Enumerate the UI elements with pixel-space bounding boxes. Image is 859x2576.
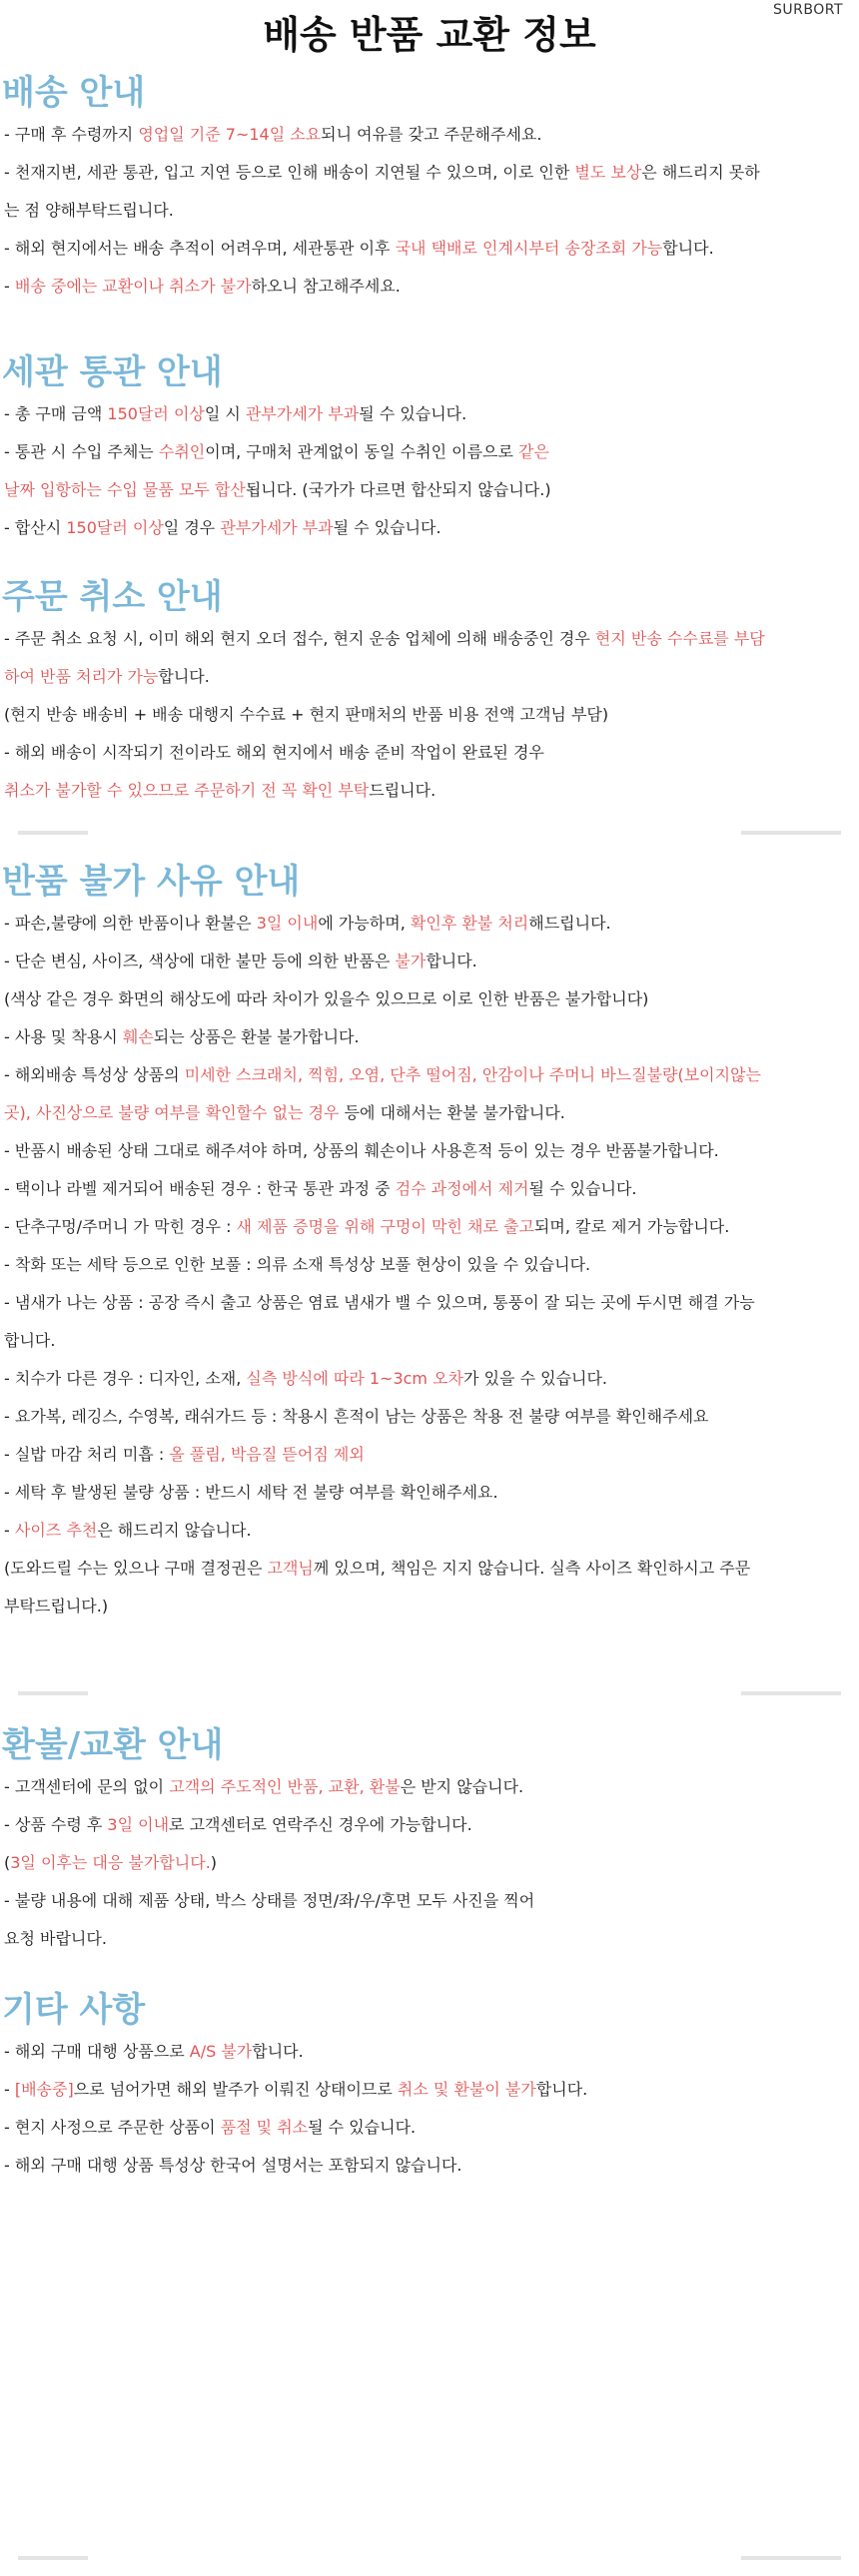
body-text: 합니다.: [158, 667, 210, 686]
body-text: 되니 여유를 갖고 주문해주세요.: [321, 125, 542, 144]
body-text: -: [4, 1521, 15, 1540]
body-text: 될 수 있습니다.: [333, 518, 441, 537]
info-line: [2, 2109, 857, 2147]
highlight-text: A/S 불가: [189, 2042, 253, 2061]
body-text: 되는 상품은 환불 불가합니다.: [153, 1027, 360, 1046]
body-text: - 파손,불량에 의한 반품이나 환불은: [4, 914, 257, 933]
highlight-text: 검수 과정에서 제거: [395, 1179, 529, 1198]
body-text: 합니다.: [252, 2042, 304, 2061]
section-heading: 주문 취소 안내: [2, 577, 223, 617]
info-line: [2, 154, 857, 192]
highlight-text: 고객님: [267, 1559, 314, 1578]
watermark-left: [18, 2556, 88, 2560]
watermark-strip: [0, 2552, 859, 2574]
body-text: 부탁드립니다.): [4, 1597, 109, 1615]
body-text: - 합산시: [4, 518, 67, 537]
body-text: (도와드릴 수는 있으나 구매 결정권은: [4, 1559, 268, 1578]
body-text: 가 있을 수 있습니다.: [463, 1369, 608, 1388]
highlight-text: 품절 및 취소: [220, 2118, 309, 2137]
section-shipping: [0, 70, 859, 306]
body-text: - 단순 변심, 사이즈, 색상에 대한 불만 등에 의한 반품은: [4, 952, 396, 970]
body-text: 될 수 있습니다.: [528, 1179, 637, 1198]
body-text: 로 고객센터로 연락주신 경우에 가능합니다.: [169, 1815, 472, 1834]
info-line: [2, 734, 857, 772]
body-text: 에 가능하며,: [318, 914, 411, 933]
highlight-text: 취소 및 환불이 불가: [397, 2080, 536, 2099]
body-text: - 단추구멍/주머니 가 막힌 경우 :: [4, 1217, 237, 1236]
info-line: [2, 1806, 857, 1844]
watermark-right: [741, 831, 841, 835]
info-line: [2, 1768, 857, 1806]
body-text: 은 해드리지 않습니다.: [97, 1521, 252, 1540]
section-customs: [0, 349, 859, 547]
body-text: -: [4, 277, 15, 296]
body-text: 하오니 참고해주세요.: [251, 277, 401, 296]
highlight-text: 3일 이내: [107, 1815, 170, 1834]
body-text: (색상 같은 경우 화면의 해상도에 따라 차이가 있을수 있으므로 이로 인한 반품은 불가합니다): [4, 989, 649, 1008]
highlight-text: 150달러 이상: [107, 404, 205, 423]
highlight-text: 미세한 스크래치, 찍힘, 오염, 단추 떨어짐, 안감이나 주머니 바느질불량(보이지않는: [184, 1065, 762, 1084]
info-line: [2, 433, 857, 471]
info-line: [2, 1844, 857, 1882]
info-line: [2, 980, 857, 1018]
section-heading: 반품 불가 사유 안내: [2, 862, 301, 902]
highlight-text: 불가: [395, 952, 427, 970]
info-line: [2, 1208, 857, 1246]
body-text: 께 있으며, 책임은 지지 않습니다. 실측 사이즈 확인하시고 주문: [313, 1559, 751, 1578]
info-line: [2, 905, 857, 943]
body-text: - 천재지변, 세관 통관, 입고 지연 등으로 인해 배송이 지연될 수 있으며, 이로 인한: [4, 163, 575, 182]
body-text: -: [4, 2080, 15, 2099]
info-line: [2, 268, 857, 306]
info-line: [2, 509, 857, 547]
body-text: - 상품 수령 후: [4, 1815, 108, 1834]
highlight-text: 150달러 이상: [66, 518, 164, 537]
highlight-text: 현지 반송 수수료를 부담: [594, 629, 765, 648]
info-line: [2, 2033, 857, 2071]
highlight-text: 3일 이내: [256, 914, 319, 933]
highlight-text: 국내 택배로 인계시부터 송장조회 가능: [395, 239, 663, 258]
highlight-text: 별도 보상: [574, 163, 642, 182]
body-text: - 해외 구매 대행 상품 특성상 한국어 설명서는 포함되지 않습니다.: [4, 2156, 462, 2175]
info-line: [2, 395, 857, 433]
info-line: [2, 1398, 857, 1436]
body-text: - 해외 배송이 시작되기 전이라도 해외 현지에서 배송 준비 작업이 완료된 경우: [4, 743, 544, 762]
info-line: [2, 1882, 857, 1920]
section-refund-exchange: [0, 1722, 859, 1958]
watermark-left: [18, 1691, 88, 1695]
section-heading: 세관 통관 안내: [2, 352, 223, 392]
info-line: [2, 1322, 857, 1360]
info-line: [2, 696, 857, 734]
highlight-text: 훼손: [122, 1027, 154, 1046]
info-line: [2, 116, 857, 154]
watermark-left: [18, 831, 88, 835]
highlight-text: 하여 반품 처리가 가능: [4, 667, 159, 686]
highlight-text: 관부가세가 부과: [245, 404, 360, 423]
body-text: - 주문 취소 요청 시, 이미 해외 현지 오더 접수, 현지 운송 업체에 의해 배송중인 경우: [4, 629, 595, 648]
info-line: [2, 1512, 857, 1550]
section-return-restrictions: [0, 859, 859, 1625]
body-text: - 고객센터에 문의 없이: [4, 1777, 170, 1796]
body-text: 됩니다. (국가가 다르면 합산되지 않습니다.): [245, 480, 551, 499]
highlight-text: 곳), 사진상으로 불량 여부를 확인할수 없는 경우: [4, 1103, 340, 1122]
highlight-text: 확인후 환불 처리: [410, 914, 529, 933]
body-text: 일 시: [204, 404, 246, 423]
body-text: 합니다.: [535, 2080, 588, 2099]
info-line: [2, 192, 857, 230]
highlight-text: 취소가 불가할 수 있으므로 주문하기 전 꼭 확인 부탁: [4, 781, 370, 800]
body-text: 될 수 있습니다.: [359, 404, 467, 423]
highlight-text: 같은: [518, 442, 549, 461]
info-line: [2, 1920, 857, 1958]
body-text: 일 경우: [163, 518, 221, 537]
highlight-text: 날짜 입항하는 수입 물품 모두 합산: [4, 480, 246, 499]
highlight-text: 고객의 주도적인 반품, 교환, 환불: [169, 1777, 401, 1796]
body-text: 되며, 칼로 제거 가능합니다.: [533, 1217, 730, 1236]
body-text: 은 받지 않습니다.: [400, 1777, 524, 1796]
section-heading: 기타 사항: [2, 1990, 146, 2030]
section-cancel: [0, 574, 859, 810]
body-text: 될 수 있습니다.: [308, 2118, 417, 2137]
body-text: - 해외 구매 대행 상품으로: [4, 2042, 190, 2061]
section-heading: 배송 안내: [2, 73, 146, 113]
info-line: [2, 620, 857, 658]
info-line: [2, 1018, 857, 1056]
body-text: (: [4, 1853, 11, 1872]
body-text: - 세탁 후 발생된 불량 상품 : 반드시 세탁 전 불량 여부를 확인해주세요.: [4, 1483, 498, 1502]
section-heading: 환불/교환 안내: [2, 1725, 224, 1765]
info-line: [2, 1550, 857, 1588]
body-text: 요청 바랍니다.: [4, 1929, 107, 1948]
info-line: [2, 943, 857, 980]
body-text: - 현지 사정으로 주문한 상품이: [4, 2118, 221, 2137]
watermark-strip: [0, 827, 859, 849]
info-line: [2, 1094, 857, 1132]
highlight-text: 관부가세가 부과: [220, 518, 334, 537]
body-text: - 사용 및 착용시: [4, 1027, 123, 1046]
body-text: - 구매 후 수령까지: [4, 125, 139, 144]
body-text: 해드립니다.: [528, 914, 611, 933]
body-text: - 택이나 라벨 제거되어 배송된 경우 : 한국 통관 과정 중: [4, 1179, 396, 1198]
highlight-text: 사이즈 추천: [14, 1521, 98, 1540]
highlight-text: 배송 중에는 교환이나 취소가 불가: [14, 277, 252, 296]
body-text: - 해외배송 특성상 상품의: [4, 1065, 185, 1084]
info-line: [2, 1474, 857, 1512]
highlight-text: 수취인: [158, 442, 206, 461]
info-line: [2, 1056, 857, 1094]
body-text: 드립니다.: [369, 781, 436, 800]
body-text: ): [210, 1853, 218, 1872]
info-line: [2, 1588, 857, 1625]
body-text: - 총 구매 금액: [4, 404, 108, 423]
body-text: - 통관 시 수입 주체는: [4, 442, 159, 461]
watermark-right: [741, 2556, 841, 2560]
body-text: - 착화 또는 세탁 등으로 인한 보풀 : 의류 소재 특성상 보풀 현상이 있을 수 있습니다.: [4, 1255, 591, 1274]
brand-label: SURBORT: [773, 2, 843, 18]
body-text: - 해외 현지에서는 배송 추적이 어려우며, 세관통관 이후: [4, 239, 396, 258]
watermark-strip: [0, 1687, 859, 1709]
body-text: 는 점 양해부탁드립니다.: [4, 201, 174, 220]
body-text: 은 해드리지 못하: [641, 163, 760, 182]
page-title: 배송 반품 교환 정보: [263, 13, 596, 57]
body-text: 등에 대해서는 환불 불가합니다.: [339, 1103, 565, 1122]
body-text: 합니다.: [662, 239, 714, 258]
body-text: - 실밥 마감 처리 미흡 :: [4, 1445, 170, 1464]
highlight-text: [배송중]: [14, 2080, 74, 2099]
info-line: [2, 2071, 857, 2109]
body-text: - 불량 내용에 대해 제품 상태, 박스 상태를 정면/좌/우/후면 모두 사진을 찍어: [4, 1891, 535, 1910]
info-line: [2, 471, 857, 509]
highlight-text: 3일 이후는 대응 불가합니다.: [10, 1853, 211, 1872]
highlight-text: 새 제품 증명을 위해 구멍이 막힌 채로 출고: [236, 1217, 534, 1236]
body-text: 이며, 구매처 관계없이 동일 수취인 이름으로: [205, 442, 519, 461]
info-line: [2, 1284, 857, 1322]
body-text: 합니다.: [4, 1331, 56, 1350]
info-line: [2, 1246, 857, 1284]
highlight-text: 영업일 기준 7~14일 소요: [138, 125, 322, 144]
info-line: [2, 2147, 857, 2185]
info-line: [2, 1170, 857, 1208]
body-text: (현지 반송 배송비 + 배송 대행지 수수료 + 현지 판매처의 반품 비용 전액 고객님 부담): [4, 705, 609, 724]
info-line: [2, 1360, 857, 1398]
section-etc: [0, 1987, 859, 2185]
info-line: [2, 230, 857, 268]
highlight-text: 올 풀림, 박음질 뜯어짐 제외: [169, 1445, 365, 1464]
info-line: [2, 772, 857, 810]
info-line: [2, 1436, 857, 1474]
highlight-text: 실측 방식에 따라 1~3cm 오차: [246, 1369, 464, 1388]
info-line: [2, 658, 857, 696]
watermark-right: [741, 1691, 841, 1695]
body-text: - 반품시 배송된 상태 그대로 해주셔야 하며, 상품의 훼손이나 사용흔적 등이 있는 경우 반품불가합니다.: [4, 1141, 719, 1160]
body-text: - 요가복, 레깅스, 수영복, 래쉬가드 등 : 착용시 흔적이 남는 상품은 착용 전 불량 여부를 확인해주세요: [4, 1407, 709, 1426]
body-text: - 치수가 다른 경우 : 디자인, 소재,: [4, 1369, 247, 1388]
body-text: 합니다.: [426, 952, 477, 970]
info-line: [2, 1132, 857, 1170]
body-text: 으로 넘어가면 해외 발주가 이뤄진 상태이므로: [73, 2080, 398, 2099]
body-text: - 냄새가 나는 상품 : 공장 즉시 출고 상품은 염료 냄새가 밸 수 있으며, 통풍이 잘 되는 곳에 두시면 해결 가능: [4, 1293, 755, 1312]
